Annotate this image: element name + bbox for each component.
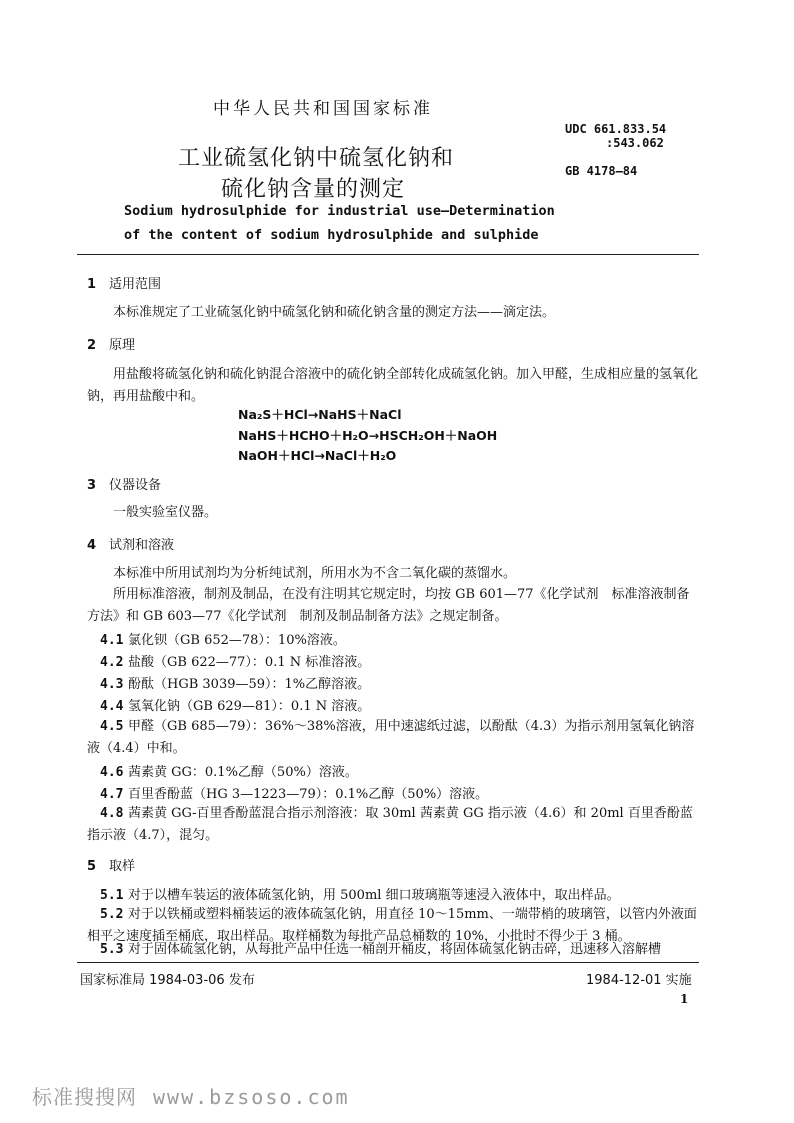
- title-en-line2: of the content of sodium hydrosulphide and sulphide: [124, 227, 539, 243]
- list-item: [87, 716, 699, 760]
- item-number: 5.2: [100, 907, 124, 922]
- issue-date: 国家标准局 1984-03-06 发布: [80, 973, 255, 988]
- section-3-para: 一般实验室仪器。: [113, 505, 218, 520]
- footer-rule: [77, 962, 699, 963]
- item-number: 4.3: [100, 677, 124, 692]
- item-text: 氢氧化钠（GB 629—81）：0.1 N 溶液。: [128, 699, 371, 714]
- item-number: 4.1: [100, 633, 124, 648]
- section-number: 3: [87, 478, 97, 493]
- section-1-heading: [87, 273, 161, 292]
- item-number: 4.7: [100, 787, 124, 802]
- section-title: 试剂和溶液: [109, 538, 175, 553]
- item-number: 4.2: [100, 655, 124, 670]
- section-title: 原理: [109, 338, 136, 353]
- section-number: 2: [87, 338, 97, 353]
- item-text: 甲醛（GB 685—79）：36%～38%溶液，用中速滤纸过滤，以酚酞（4.3）为指示剂用氢氧化钠溶液（4.4）中和。: [87, 719, 695, 756]
- list-item: [100, 673, 370, 692]
- item-text: 盐酸（GB 622—77）：0.1 N 标准溶液。: [128, 655, 371, 670]
- item-number: 4.8: [100, 806, 124, 821]
- list-item: [87, 803, 699, 847]
- item-text: 茜素黄 GG-百里香酚蓝混合指示剂溶液：取 30ml 茜素黄 GG 指示液（4.6）和 20ml 百里香酚蓝指示液（4.7），混匀。: [87, 806, 693, 843]
- title-en-line1: Sodium hydrosulphide for industrial use—Determination: [124, 203, 555, 219]
- item-number: 5.1: [100, 888, 124, 903]
- watermark: [32, 1081, 350, 1110]
- section-4-para-1: 本标准中所用试剂均为分析纯试剂，所用水为不含二氧化碳的蒸馏水。: [113, 566, 517, 581]
- watermark-url: www.bzsoso.com: [153, 1085, 350, 1109]
- title-zh-line1: 工业硫氢化钠中硫氢化钠和: [178, 146, 455, 171]
- equation-3: NaOH＋HCl→NaCl＋H₂O: [238, 448, 397, 463]
- list-item: [100, 938, 661, 957]
- item-text: 酚酞（HGB 3039—59）：1%乙醇溶液。: [128, 677, 371, 692]
- effective-date: 1984-12-01 实施: [586, 973, 692, 988]
- section-5-heading: [87, 855, 135, 874]
- list-item: [100, 651, 370, 670]
- equation-2: NaHS＋HCHO＋H₂O→HSCH₂OH＋NaOH: [238, 428, 498, 443]
- header-rule: [77, 254, 699, 255]
- section-title: 取样: [109, 859, 136, 874]
- item-text: 对于固体硫氢化钠，从每批产品中任选一桶剖开桶皮，将固体硫氢化钠击碎，迅速移入溶解槽: [128, 942, 662, 957]
- section-title: 适用范围: [109, 277, 162, 292]
- section-4-para-2: 所用标准溶液，制剂及制品，在没有注明其它规定时，均按 GB 601—77《化学试剂 标准溶液制备方法》和 GB 603—77《化学试剂 制剂及制品制备方法》之规定制备。: [87, 587, 690, 624]
- section-number: 5: [87, 859, 97, 874]
- list-item: [100, 783, 488, 802]
- item-number: 4.4: [100, 699, 124, 714]
- item-text: 茜素黄 GG：0.1%乙醇（50%）溶液。: [128, 765, 358, 780]
- section-4-heading: [87, 534, 174, 553]
- standard-name: 中华人民共和国国家标准: [213, 99, 433, 119]
- item-text: 对于以槽车装运的液体硫氢化钠，用 500ml 细口玻璃瓶等速浸入液体中，取出样品。: [128, 888, 620, 903]
- list-item: [100, 884, 620, 903]
- title-zh-line2: 硫化钠含量的测定: [221, 177, 406, 202]
- item-number: 4.5: [100, 719, 124, 734]
- equation-1: Na₂S＋HCl→NaHS＋NaCl: [238, 407, 402, 422]
- watermark-text: 标准搜搜网: [32, 1085, 137, 1109]
- section-2-para: 用盐酸将硫氢化钠和硫化钠混合溶液中的硫化钠全部转化成硫氢化钠。加入甲醛，生成相应量的氢氧化钠，再用盐酸中和。: [87, 367, 699, 404]
- list-item: [100, 695, 370, 714]
- section-1-para: 本标准规定了工业硫氢化钠中硫氢化钠和硫化钠含量的测定方法——滴定法。: [113, 305, 556, 320]
- list-item: [100, 629, 346, 648]
- page-number: 1: [680, 992, 689, 1006]
- item-number: 4.6: [100, 765, 124, 780]
- section-number: 1: [87, 277, 97, 292]
- section-2-heading: [87, 334, 135, 353]
- udc-code: UDC 661.833.54: [565, 122, 667, 136]
- gb-code: GB 4178—84: [565, 164, 638, 178]
- section-number: 4: [87, 538, 97, 553]
- section-title: 仪器设备: [109, 478, 162, 493]
- udc-code-2: :543.062: [606, 136, 664, 150]
- item-text: 氯化钡（GB 652—78）：10%溶液。: [128, 633, 346, 648]
- list-item: [100, 761, 358, 780]
- item-text: 对于以铁桶或塑料桶装运的液体硫氢化钠，用直径 10～15mm、一端带梢的玻璃管，以管内外液面相平之速度插至桶底，取出样品。取样桶数为每批产品总桶数的 10%，小批时不得少于 3 桶。: [87, 907, 697, 944]
- section-3-heading: [87, 474, 161, 493]
- item-number: 5.3: [100, 942, 124, 957]
- item-text: 百里香酚蓝（HG 3—1223—79）：0.1%乙醇（50%）溶液。: [128, 787, 489, 802]
